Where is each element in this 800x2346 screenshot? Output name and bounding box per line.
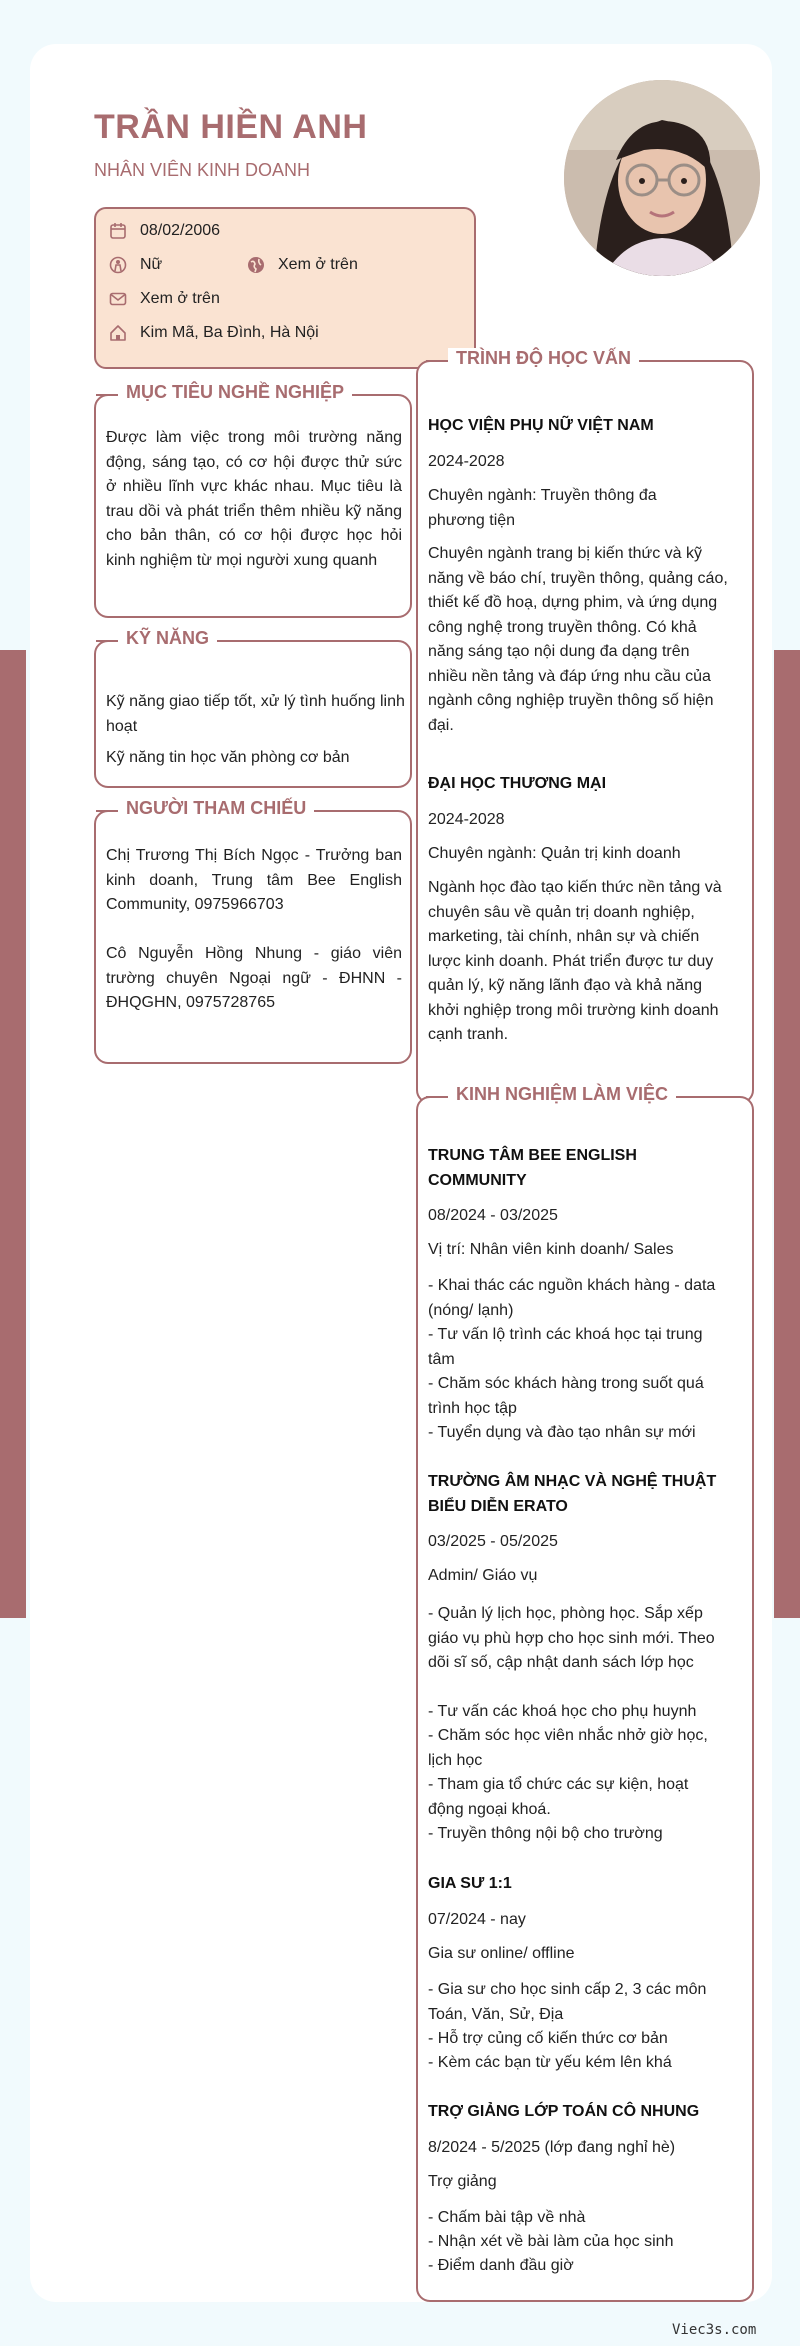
experience-period: 03/2025 - 05/2025: [428, 1533, 558, 1550]
cv-paper: [30, 44, 772, 2302]
experience-position: Admin/ Giáo vụ: [428, 1567, 538, 1584]
education-school: ĐẠI HỌC THƯƠNG MẠI: [428, 775, 607, 792]
experience-duty: - Nhận xét về bài làm của học sinh: [428, 2233, 674, 2250]
experience-title: KINH NGHIỆM LÀM VIỆC: [448, 1084, 676, 1105]
references-section: [94, 798, 412, 1064]
calendar-icon: [108, 221, 128, 241]
experience-duty: - Điểm danh đầu giờ: [428, 2257, 574, 2274]
footer-watermark[interactable]: Viec3s.com: [672, 2322, 757, 2338]
education-description: Chuyên ngành trang bị kiến thức và kỹ năng về báo chí, truyền thông, quảng cáo, thiết kế đồ hoạ, dựng phim, và ứng dụng công nghệ trong truyền thông. Có khả năng sáng tạo nội dung đa dạng trên nhiều nền tảng và đáp ứng nhu cầu của ngành công nghiệp truyền thông số hiện đại.: [428, 545, 728, 734]
job-title: NHÂN VIÊN KINH DOANH: [94, 160, 311, 180]
address-row: [108, 323, 319, 343]
website-value[interactable]: Xem ở trên: [278, 256, 358, 273]
email-row: [108, 289, 220, 309]
experience-period: 8/2024 - 5/2025 (lớp đang nghỉ hè): [428, 2139, 676, 2156]
experience-duty: - Tư vấn các khoá học cho phụ huynh: [428, 1703, 697, 1720]
right-accent-bar: [774, 650, 800, 1618]
dob-value: 08/02/2006: [140, 222, 221, 239]
skills-section: [94, 628, 412, 788]
experience-duty: - Tham gia tổ chức các sự kiện, hoạt động ngoại khoá.: [428, 1776, 689, 1818]
experience-duty: - Chấm bài tập về nhà: [428, 2209, 586, 2226]
experience-duty: - Gia sư cho học sinh cấp 2, 3 các môn Toán, Văn, Sử, Địa: [428, 1981, 707, 2023]
experience-section: [416, 1084, 754, 2302]
education-period: 2024-2028: [428, 811, 505, 828]
dob-row: [108, 221, 220, 241]
objective-title: MỤC TIÊU NGHỀ NGHIỆP: [118, 382, 352, 403]
education-description: Ngành học đào tạo kiến thức nền tảng và chuyên sâu về quản trị doanh nghiệp, marketing, tài chính, nhân sự và chiến lược kinh doanh. Phát triển được tư duy quản lý, kỹ năng lãnh đạo và khả năng khởi nghiệp trong môi trường kinh doanh cạnh tranh.: [428, 879, 722, 1043]
education-title: TRÌNH ĐỘ HỌC VẤN: [448, 348, 639, 369]
education-major: Chuyên ngành: Quản trị kinh doanh: [428, 845, 681, 862]
experience-position: Gia sư online/ offline: [428, 1945, 575, 1962]
education-major: Chuyên ngành: Truyền thông đa phương tiện: [428, 487, 657, 529]
home-icon: [108, 323, 128, 343]
skill-item: Kỹ năng tin học văn phòng cơ bản: [106, 749, 350, 766]
website-row: [246, 255, 358, 275]
mail-icon: [108, 289, 128, 309]
experience-duty: - Hỗ trợ củng cố kiến thức cơ bản: [428, 2030, 668, 2047]
avatar: [564, 80, 760, 276]
experience-period: 08/2024 - 03/2025: [428, 1207, 558, 1224]
experience-duty: - Truyền thông nội bộ cho trường: [428, 1825, 663, 1842]
objective-text: Được làm việc trong môi trường năng động, sáng tạo, có cơ hội được thử sức ở nhiều lĩnh vực khác nhau. Mục tiêu là trau dồi và phát triển thêm nhiều kỹ năng cho bản thân, có cơ hội được học hỏi kinh nghiệm từ mọi người xung quanh: [106, 429, 402, 569]
reference-item: Cô Nguyễn Hồng Nhung - giáo viên trường chuyên Ngoại ngữ - ĐHNN - ĐHQGHN, 0975728765: [106, 945, 402, 1011]
education-section: [416, 348, 754, 1104]
experience-duty: - Chăm sóc học viên nhắc nhở giờ học, lịch học: [428, 1727, 708, 1769]
experience-position: Vị trí: Nhân viên kinh doanh/ Sales: [428, 1241, 674, 1258]
experience-company: TRUNG TÂM BEE ENGLISH COMMUNITY: [428, 1147, 637, 1189]
objective-section: [94, 382, 412, 618]
skill-item: Kỹ năng giao tiếp tốt, xử lý tình huống linh hoạt: [106, 693, 405, 735]
contact-info-box: [94, 207, 476, 369]
experience-position: Trợ giảng: [428, 2173, 497, 2190]
experience-duty: - Quản lý lịch học, phòng học. Sắp xếp giáo vụ phù hợp cho học sinh mới. Theo dõi sĩ số, cập nhật danh sách lớp học: [428, 1605, 715, 1671]
gender-row: [108, 255, 162, 275]
experience-duty: - Tư vấn lộ trình các khoá học tại trung tâm: [428, 1326, 703, 1368]
references-title: NGƯỜI THAM CHIẾU: [118, 798, 314, 819]
globe-icon: [246, 255, 266, 275]
left-accent-bar: [0, 650, 26, 1618]
experience-company: TRỢ GIẢNG LỚP TOÁN CÔ NHUNG: [428, 2103, 700, 2120]
candidate-name: TRẦN HIỀN ANH: [94, 108, 368, 146]
gender-value: Nữ: [140, 256, 163, 273]
skills-title: KỸ NĂNG: [118, 628, 217, 649]
experience-duty: - Kèm các bạn từ yếu kém lên khá: [428, 2054, 672, 2071]
email-value[interactable]: Xem ở trên: [140, 290, 220, 307]
experience-duty: - Tuyển dụng và đào tạo nhân sự mới: [428, 1424, 696, 1441]
reference-item: Chị Trương Thị Bích Ngọc - Trưởng ban kinh doanh, Trung tâm Bee English Community, 0975966703: [106, 847, 402, 913]
experience-period: 07/2024 - nay: [428, 1911, 526, 1928]
education-school: HỌC VIỆN PHỤ NỮ VIỆT NAM: [428, 417, 654, 434]
gender-icon: [108, 255, 128, 275]
experience-duty: - Khai thác các nguồn khách hàng - data (nóng/ lạnh): [428, 1277, 716, 1319]
experience-duty: - Chăm sóc khách hàng trong suốt quá trình học tập: [428, 1375, 704, 1417]
experience-company: GIA SƯ 1:1: [428, 1875, 512, 1892]
experience-company: TRƯỜNG ÂM NHẠC VÀ NGHỆ THUẬT BIỂU DIỄN ERATO: [428, 1473, 717, 1515]
education-period: 2024-2028: [428, 453, 505, 470]
address-value: Kim Mã, Ba Đình, Hà Nội: [140, 324, 319, 341]
